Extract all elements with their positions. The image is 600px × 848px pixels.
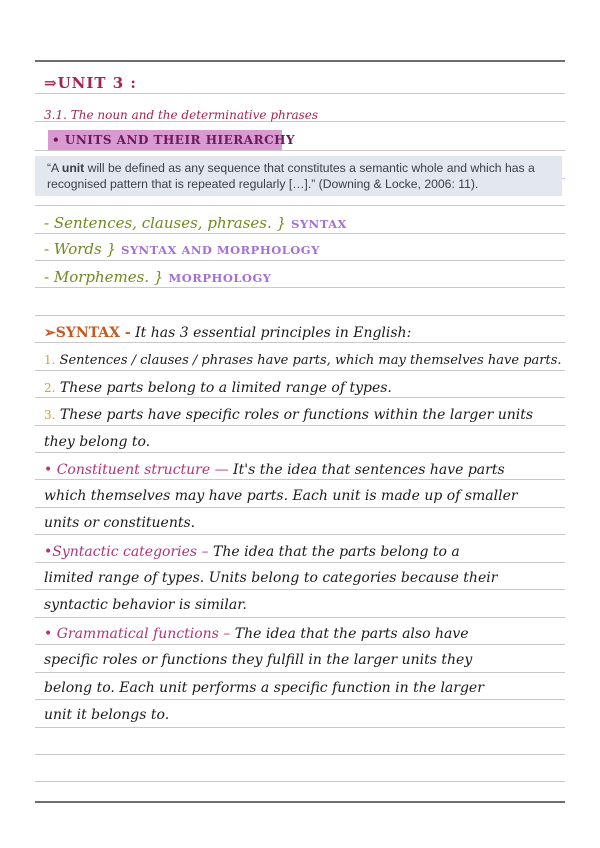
- section-subheading: 3.1. The noun and the determinative phrases: [44, 108, 319, 122]
- syntax-label: ➢SYNTAX -: [44, 325, 131, 341]
- principle-text: they belong to.: [44, 434, 151, 450]
- units-heading: • UNITS AND THEIR HIERARCHY: [52, 133, 296, 147]
- concept-text: The idea that the parts belong to a: [208, 544, 460, 560]
- rule-line: [35, 672, 565, 673]
- quote-box: [35, 156, 562, 196]
- hierarchy-item-category: SYNTAX: [291, 217, 347, 231]
- concept-text: belong to. Each unit performs a specific function in the larger: [44, 680, 484, 696]
- concept-text: specific roles or functions they fulfill in the larger units they: [44, 652, 473, 668]
- concept-text: units or constituents.: [44, 515, 196, 531]
- rule-line: [35, 534, 565, 535]
- rule-line: [35, 507, 565, 508]
- concept-label: •Syntactic categories –: [44, 544, 209, 560]
- hierarchy-item: [44, 238, 562, 261]
- hierarchy-item: [44, 266, 562, 289]
- hierarchy-item: [44, 212, 562, 235]
- rule-line: [35, 754, 565, 755]
- concept-label: • Grammatical functions –: [44, 626, 231, 642]
- quote-bold-word: unit: [61, 161, 85, 175]
- hierarchy-item-label: - Words }: [44, 240, 117, 258]
- hierarchy-item-category: SYNTAX AND MORPHOLOGY: [121, 243, 320, 257]
- principle-number: 3.: [44, 408, 56, 422]
- quote-text: will be defined as any sequence that constitutes a semantic whole and which has a recognised pattern that is repeated regularly […].” (Downing & Locke, 2006: 11).: [47, 161, 535, 191]
- rule-line: [35, 781, 565, 782]
- principle-text: These parts belong to a limited range of types.: [55, 380, 392, 396]
- principle-text: These parts have specific roles or functions within the larger units: [55, 407, 534, 423]
- rule-line: [35, 315, 565, 316]
- principle-item: [44, 376, 562, 399]
- hierarchy-item-label: - Sentences, clauses, phrases. }: [44, 214, 287, 232]
- concept-text: unit it belongs to.: [44, 707, 170, 723]
- quote-prefix: “A: [47, 161, 62, 175]
- hierarchy-item-category: MORPHOLOGY: [168, 271, 272, 285]
- rule-line: [35, 801, 565, 803]
- concept-text: syntactic behavior is similar.: [44, 597, 247, 613]
- syntax-line: [44, 321, 562, 344]
- rule-line: [35, 617, 565, 618]
- concept-heading-line: [44, 458, 562, 481]
- concept-text: which themselves may have parts. Each unit is made up of smaller: [44, 488, 518, 504]
- rule-line: [35, 205, 565, 206]
- concept-text: The idea that the parts also have: [230, 626, 469, 642]
- syntax-text: It has 3 essential principles in English:: [130, 325, 412, 341]
- principle-item: [44, 403, 562, 426]
- principle-number: 2.: [44, 381, 56, 395]
- rule-line: [35, 727, 565, 728]
- hierarchy-item-label: - Morphemes. }: [44, 268, 164, 286]
- principle-item: [44, 348, 562, 372]
- rule-line: [35, 60, 565, 62]
- unit-heading: ⇒UNIT 3 :: [44, 74, 137, 92]
- principle-number: 1.: [44, 353, 56, 367]
- concept-text: limited range of types. Units belong to categories because their: [44, 570, 498, 586]
- concept-heading-line: [44, 540, 562, 563]
- rule-line: [35, 699, 565, 700]
- concept-heading-line: [44, 622, 562, 645]
- concept-text: It's the idea that sentences have parts: [228, 462, 505, 478]
- principle-text: Sentences / clauses / phrases have parts, which may themselves have parts.: [55, 353, 562, 368]
- principle-item: [44, 430, 562, 453]
- rule-line: [35, 589, 565, 590]
- concept-label: • Constituent structure —: [44, 462, 229, 478]
